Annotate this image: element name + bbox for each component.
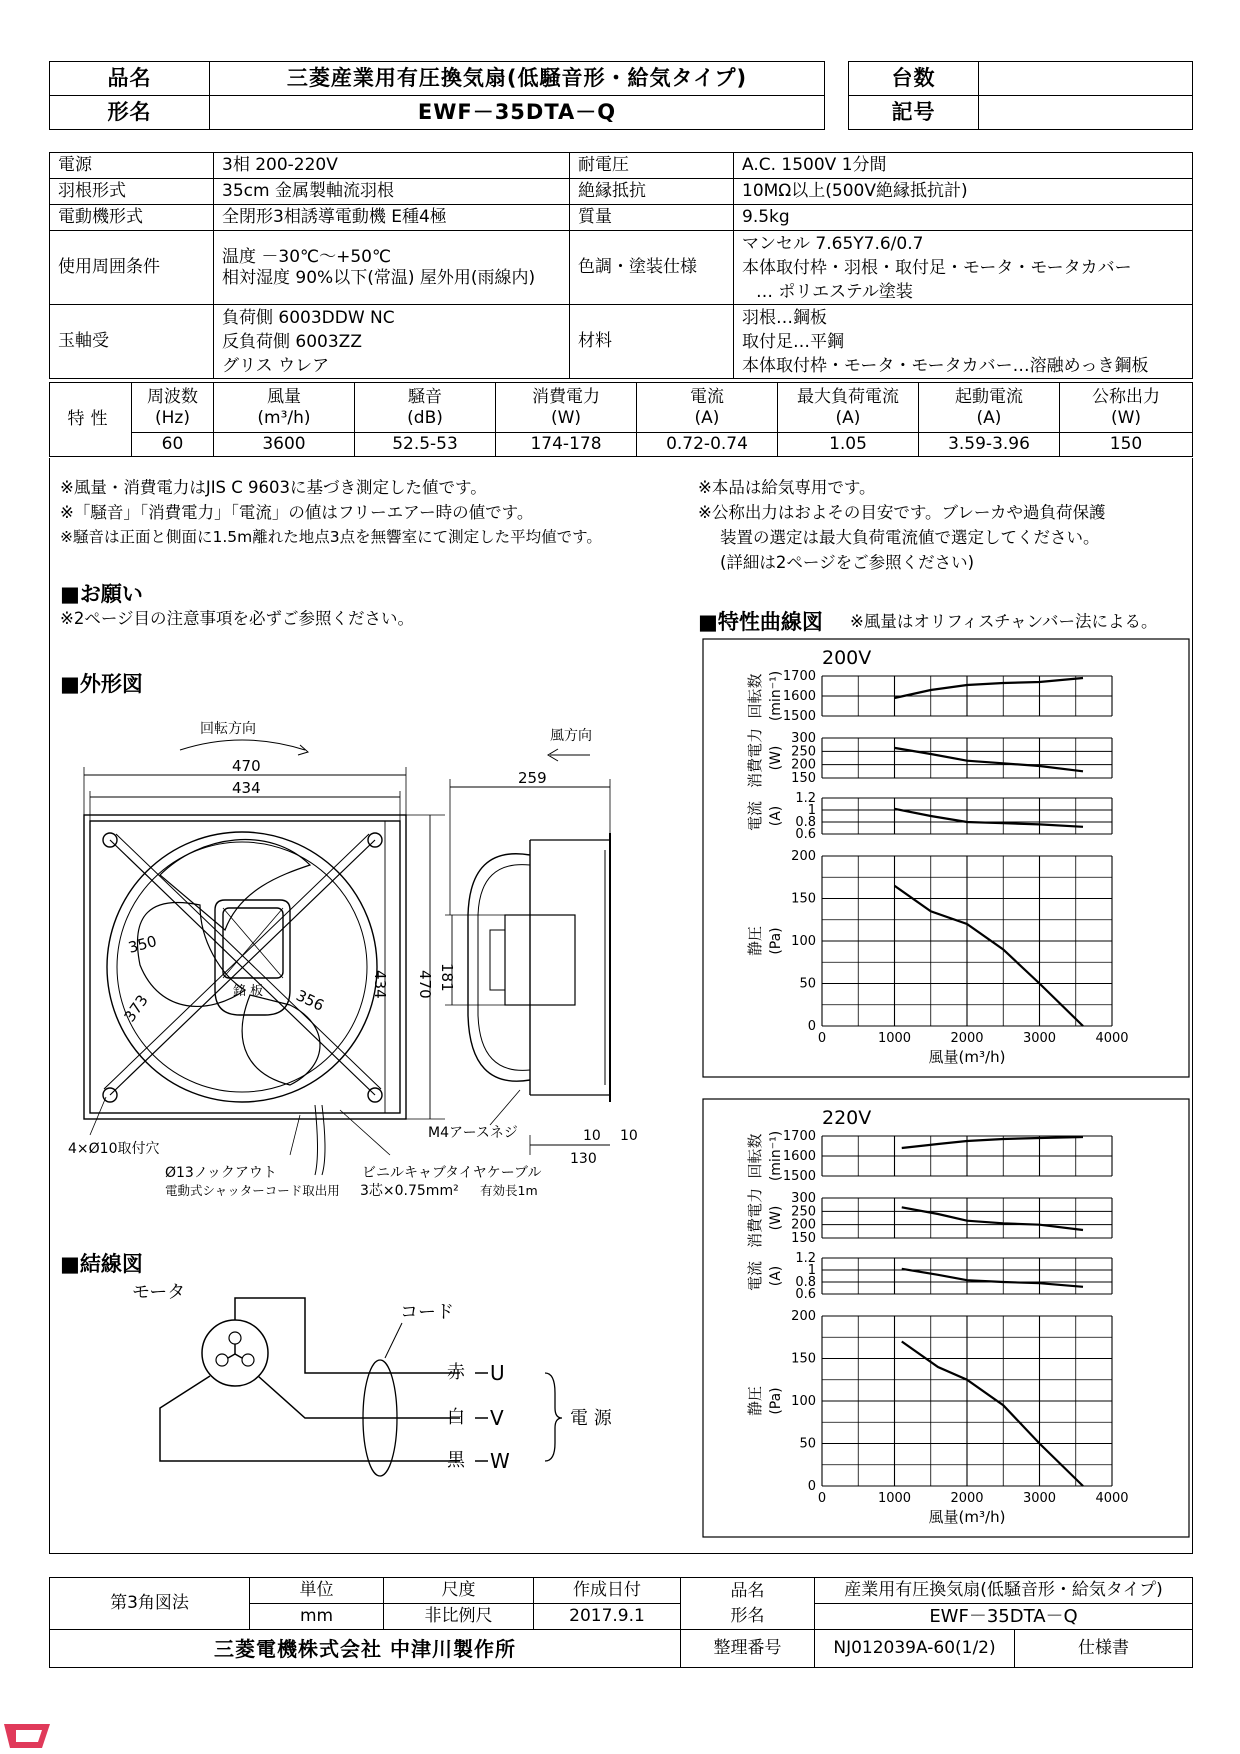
tick-label: 1.2 [795,1251,816,1266]
knockout-label: Ø13ノックアウト [165,1165,277,1181]
footer-table [49,1577,1193,1668]
series-line [902,1269,1083,1287]
dim-130: 130 [570,1151,597,1167]
doctype: 仕様書 [1015,1630,1193,1668]
projection: 第3角図法 [50,1578,250,1630]
char-value: 52.5-53 [355,433,496,457]
dim-350: 350 [126,932,159,957]
dim-181: 181 [438,963,456,992]
x-tick-label: 3000 [1022,1031,1057,1046]
axis-label: 回転数 [746,673,764,719]
series-line [895,809,1084,827]
chart-200v [702,638,1190,1078]
axis-unit: (A) [768,805,784,827]
spec-label-power: 電源 [50,153,214,179]
nameplate-label: 銘 板 [233,984,264,999]
axis-unit: (A) [768,1265,784,1287]
holes-label: 4×Ø10取付穴 [68,1141,160,1157]
model-label: 形名 [50,96,210,130]
tick-label: 200 [791,1217,816,1233]
char-value: 174-178 [496,433,637,457]
tick-label: 0.8 [795,815,816,830]
col-header: 風量 (m³/h) [214,383,355,433]
tick-label: 1 [807,1263,816,1278]
tick-label: 1.2 [795,791,816,806]
unit-label: 単位 [250,1578,384,1604]
col-header: 消費電力 (W) [496,383,637,433]
qty-value [979,62,1193,96]
axis-unit: (W) [768,1205,784,1231]
notes-left: ※風量・消費電力はJIS C 9603に基づき測定した値です。 ※「騒音」「消費電力」「電流」の値はフリーエアー時の値です。 ※騒音は正面と側面に1.5m離れた地点3点を無響室にて測定した平均値です。 [60,478,602,546]
corner-logo-icon [2,1720,54,1752]
tick-label: 200 [791,849,816,864]
model-name: EWF－35DTA－Q [210,96,825,130]
axis-unit: (min⁻¹) [768,670,784,722]
spec-value-power: 3相 200-220V [214,153,570,179]
header-side-table [848,61,1193,130]
tick-label: 50 [799,1436,816,1452]
product-name: 三菱産業用有圧換気扇(低騒音形・給気タイプ) [210,62,825,96]
model-foot: EWF－35DTA－Q [815,1604,1193,1630]
x-tick-label: 2000 [950,1031,984,1046]
product-label: 品名 [50,62,210,96]
spec-value-voltage: A.C. 1500V 1分間 [734,153,1193,179]
col-header: 騒音 (dB) [355,383,496,433]
date-value: 2017.9.1 [534,1604,681,1630]
x-tick-label: 2000 [950,1491,984,1506]
series-line [902,1342,1083,1487]
spec-label-env: 使用周囲条件 [50,231,214,305]
header-table [49,61,825,130]
tick-label: 0.8 [795,1275,816,1290]
x-tick-label: 0 [817,1031,827,1046]
col-header: 電流 (A) [637,383,778,433]
x-tick-label: 0 [817,1491,827,1506]
power-label: 電 源 [570,1408,612,1429]
wire-black: 黒 [447,1450,465,1471]
series-line [902,1207,1083,1230]
spec-label-motor: 電動機形式 [50,205,214,231]
cable-label: ビニルキャブタイヤケーブル [362,1165,542,1181]
cable-sub: 3芯×0.75mm² [360,1183,459,1199]
date-label: 作成日付 [534,1578,681,1604]
outline-drawing [50,715,670,1215]
characteristics-table [49,382,1193,457]
tick-label: 1500 [782,709,816,724]
x-tick-label: 1000 [877,1031,912,1046]
spec-label-material: 材料 [570,305,734,379]
axis-label: 消費電力 [746,727,764,789]
axis-label: 電流 [746,1260,764,1292]
axis-label: 回転数 [746,1133,764,1179]
wire-white: 白 [447,1407,465,1428]
scale-label: 尺度 [384,1578,534,1604]
dim-356: 356 [293,986,327,1015]
tick-label: 250 [791,1204,816,1220]
phase-v: V [490,1406,504,1430]
tick-label: 150 [791,891,816,907]
x-tick-label: 4000 [1095,1031,1129,1046]
tick-label: 1 [807,803,816,818]
axis-label: 静圧 [746,1385,764,1417]
dim-470-v: 470 [416,970,434,999]
tick-label: 1600 [782,689,816,704]
mark-value [979,96,1193,130]
col-header: 最大負荷電流 (A) [778,383,919,433]
char-value: 3.59-3.96 [919,433,1060,457]
x-axis-label: 風量(m³/h) [928,1508,1006,1526]
col-header: 公称出力 (W) [1060,383,1193,433]
tick-label: 300 [791,1191,816,1206]
wiring-diagram [130,1278,630,1478]
tick-label: 150 [791,1231,816,1246]
company: 三菱電機株式会社 中津川製作所 [50,1630,681,1668]
x-tick-label: 4000 [1095,1491,1129,1506]
unit-value: mm [250,1604,384,1630]
curves-title: ■特性曲線図 [698,610,823,634]
dim-259: 259 [518,769,547,787]
spec-value-insulation: 10MΩ以上(500V絶縁抵抗計) [734,179,1193,205]
spec-value-motor: 全閉形3相誘導電動機 E種4極 [214,205,570,231]
col-header: 周波数 (Hz) [132,383,214,433]
request-text: ※2ページ目の注意事項を必ずご参照ください。 [60,609,414,628]
tick-label: 100 [791,934,816,949]
motor-label: モータ [132,1282,186,1303]
spec-value-color: マンセル 7.65Y7.6/0.7 本体取付枠・羽根・取付足・モータ・モータカバー … ポリエステル塗装 [734,231,1193,305]
x-tick-label: 3000 [1022,1491,1057,1506]
tick-label: 150 [791,1351,816,1367]
axis-unit: (W) [768,745,784,771]
dim-470: 470 [232,757,261,775]
axis-label: 電流 [746,800,764,832]
char-value: 150 [1060,433,1193,457]
axis-unit: (Pa) [768,927,784,955]
tick-label: 0 [807,1479,816,1494]
tick-label: 1600 [782,1149,816,1164]
cable-len: 有効長1m [480,1183,538,1198]
spec-value-bearing: 負荷側 6003DDW NC 反負荷側 6003ZZ グリス ウレア [214,305,570,379]
tick-label: 200 [791,757,816,773]
notes-right: ※本品は給気専用です。 ※公称出力はおよその目安です。ブレーカや過負荷保護 装置の選定は最大負荷電流値で選定してください。 (詳細は2ページをご参照ください) [698,478,1106,572]
spec-table [49,152,1193,379]
chart-title: 220V [822,1107,872,1129]
spec-label-color: 色調・塗装仕様 [570,231,734,305]
tick-label: 150 [791,771,816,786]
ref-value: NJ012039A-60(1/2) [815,1630,1015,1668]
axis-label: 静圧 [746,925,764,957]
axis-unit: (Pa) [768,1387,784,1415]
series-line [902,1137,1083,1148]
axis-unit: (min⁻¹) [768,1130,784,1182]
earth-label: M4アースネジ [428,1125,518,1141]
spec-value-env: 温度 －30℃～+50℃ 相対湿度 90%以下(常温) 屋外用(雨線内) [214,231,570,305]
ref-label: 整理番号 [681,1630,815,1668]
tick-label: 1500 [782,1169,816,1184]
tick-label: 250 [791,744,816,760]
col-header: 起動電流 (A) [919,383,1060,433]
tick-label: 0.6 [795,827,816,842]
spec-value-material: 羽根…鋼板 取付足…平鋼 本体取付枠・モータ・モータカバー…溶融めっき鋼板 [734,305,1193,379]
spec-label-blade: 羽根形式 [50,179,214,205]
scale-value: 非比例尺 [384,1604,534,1630]
phase-w: W [490,1449,510,1473]
x-axis-label: 風量(m³/h) [928,1048,1006,1066]
tick-label: 50 [799,976,816,992]
char-value: 1.05 [778,433,919,457]
product-foot: 産業用有圧換気扇(低騒音形・給気タイプ) [815,1578,1193,1604]
tick-label: 200 [791,1309,816,1324]
spec-value-blade: 35cm 金属製軸流羽根 [214,179,570,205]
phase-u: U [490,1361,505,1385]
outline-title: ■外形図 [60,672,143,696]
tick-label: 0.6 [795,1287,816,1302]
dim-434: 434 [232,779,261,797]
tick-label: 300 [791,731,816,746]
spec-label-insulation: 絶縁抵抗 [570,179,734,205]
dim-10b: 10 [620,1128,638,1144]
spec-label-mass: 質量 [570,205,734,231]
tick-label: 1700 [782,1129,816,1144]
curves-note: ※風量はオリフィスチャンバー法による。 [850,612,1158,631]
wire-red: 赤 [447,1362,465,1383]
product-label-foot: 品名 [681,1578,815,1604]
dim-434-v: 434 [371,970,389,999]
knockout-sub: 電動式シャッターコード取出用 [165,1183,340,1198]
tick-label: 0 [807,1019,816,1034]
char-value: 0.72-0.74 [637,433,778,457]
spec-value-mass: 9.5kg [734,205,1193,231]
spec-label-voltage: 耐電圧 [570,153,734,179]
model-label-foot: 形名 [681,1604,815,1630]
char-value: 3600 [214,433,355,457]
request-title: ■お願い [60,582,143,606]
series-line [895,678,1084,698]
tick-label: 1700 [782,669,816,684]
rotation-label: 回転方向 [200,721,256,737]
cord-label: コード [400,1302,454,1323]
wiring-title: ■結線図 [60,1252,143,1276]
mark-label: 記号 [849,96,979,130]
chart-title: 200V [822,647,872,669]
chart-220v [702,1098,1190,1538]
wind-label: 風方向 [550,728,592,744]
dim-373: 373 [120,991,152,1026]
qty-label: 台数 [849,62,979,96]
axis-label: 消費電力 [746,1187,764,1249]
spec-label-bearing: 玉軸受 [50,305,214,379]
char-value: 60 [132,433,214,457]
characteristics-label: 特性 [50,383,132,457]
x-tick-label: 1000 [877,1491,912,1506]
dim-10a: 10 [583,1128,601,1144]
tick-label: 100 [791,1394,816,1409]
